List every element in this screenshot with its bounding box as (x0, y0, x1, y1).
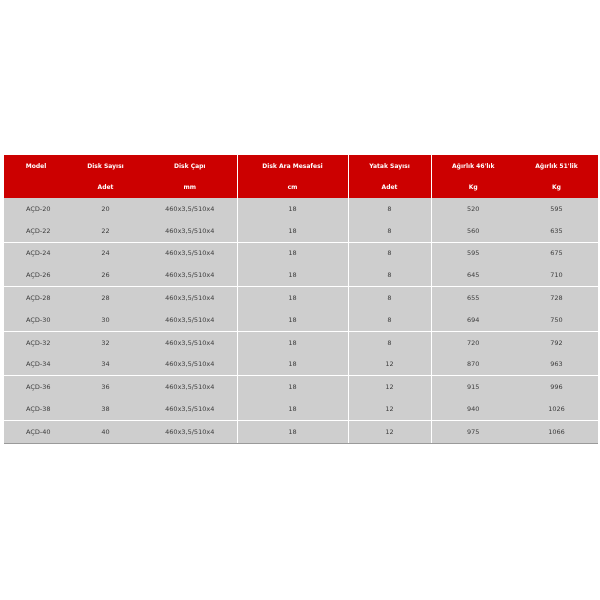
cell-disk-sayisi: 26 (68, 264, 143, 286)
table-row (4, 376, 598, 398)
cell-disk-sayisi: 20 (68, 198, 143, 220)
cell-yatak-sayisi: 8 (348, 264, 431, 286)
table-body (4, 198, 598, 443)
cell-disk-capi: 460x3,5/510x4 (143, 309, 237, 331)
cell-yatak-sayisi: 12 (348, 376, 431, 398)
cell-agirlik-46: 694 (431, 309, 515, 331)
cell-model: AÇD-36 (4, 376, 68, 398)
cell-agirlik-51: 792 (515, 331, 598, 353)
cell-yatak-sayisi: 8 (348, 220, 431, 242)
cell-disk-ara-mesafesi: 18 (237, 198, 348, 220)
cell-agirlik-46: 520 (431, 198, 515, 220)
cell-yatak-sayisi: 8 (348, 242, 431, 264)
cell-model: AÇD-32 (4, 331, 68, 353)
cell-yatak-sayisi: 12 (348, 420, 431, 443)
cell-agirlik-46: 975 (431, 420, 515, 443)
header-model: Model (4, 155, 68, 177)
header-disk-capi: Disk Çapı (143, 155, 237, 177)
cell-disk-ara-mesafesi: 18 (237, 309, 348, 331)
cell-disk-sayisi: 38 (68, 398, 143, 420)
cell-disk-sayisi: 34 (68, 354, 143, 376)
cell-model: AÇD-28 (4, 287, 68, 309)
cell-disk-ara-mesafesi: 18 (237, 220, 348, 242)
table-row (4, 420, 598, 443)
cell-disk-ara-mesafesi: 18 (237, 376, 348, 398)
cell-disk-ara-mesafesi: 18 (237, 354, 348, 376)
cell-disk-sayisi: 36 (68, 376, 143, 398)
cell-disk-capi: 460x3,5/510x4 (143, 220, 237, 242)
cell-agirlik-51: 710 (515, 264, 598, 286)
cell-disk-capi: 460x3,5/510x4 (143, 398, 237, 420)
cell-model: AÇD-24 (4, 242, 68, 264)
table-row (4, 242, 598, 264)
cell-disk-ara-mesafesi: 18 (237, 398, 348, 420)
cell-disk-sayisi: 30 (68, 309, 143, 331)
unit-disk-sayisi: Adet (68, 177, 143, 198)
header-disk-ara-mesafesi: Disk Ara Mesafesi (237, 155, 348, 177)
cell-model: AÇD-22 (4, 220, 68, 242)
table-row (4, 309, 598, 331)
header-agirlik-46: Ağırlık 46'lık (431, 155, 515, 177)
cell-disk-capi: 460x3,5/510x4 (143, 198, 237, 220)
cell-model: AÇD-20 (4, 198, 68, 220)
unit-model (4, 177, 68, 198)
cell-disk-ara-mesafesi: 18 (237, 264, 348, 286)
header-yatak-sayisi: Yatak Sayısı (348, 155, 431, 177)
cell-agirlik-51: 1066 (515, 420, 598, 443)
table-row (4, 354, 598, 376)
cell-agirlik-46: 915 (431, 376, 515, 398)
cell-disk-ara-mesafesi: 18 (237, 420, 348, 443)
cell-disk-sayisi: 40 (68, 420, 143, 443)
cell-agirlik-51: 996 (515, 376, 598, 398)
cell-agirlik-51: 1026 (515, 398, 598, 420)
table-row (4, 398, 598, 420)
cell-agirlik-46: 560 (431, 220, 515, 242)
cell-disk-ara-mesafesi: 18 (237, 242, 348, 264)
cell-agirlik-51: 728 (515, 287, 598, 309)
cell-yatak-sayisi: 12 (348, 354, 431, 376)
cell-agirlik-51: 675 (515, 242, 598, 264)
cell-model: AÇD-40 (4, 420, 68, 443)
cell-disk-sayisi: 32 (68, 331, 143, 353)
cell-yatak-sayisi: 8 (348, 309, 431, 331)
unit-disk-ara-mesafesi: cm (237, 177, 348, 198)
cell-yatak-sayisi: 8 (348, 287, 431, 309)
cell-agirlik-51: 963 (515, 354, 598, 376)
cell-agirlik-51: 750 (515, 309, 598, 331)
cell-agirlik-46: 940 (431, 398, 515, 420)
cell-disk-ara-mesafesi: 18 (237, 331, 348, 353)
cell-agirlik-46: 595 (431, 242, 515, 264)
cell-yatak-sayisi: 8 (348, 331, 431, 353)
cell-model: AÇD-34 (4, 354, 68, 376)
header-row (4, 155, 598, 177)
table-row (4, 331, 598, 353)
unit-agirlik-46: Kg (431, 177, 515, 198)
table-row (4, 220, 598, 242)
unit-yatak-sayisi: Adet (348, 177, 431, 198)
cell-model: AÇD-30 (4, 309, 68, 331)
cell-disk-capi: 460x3,5/510x4 (143, 331, 237, 353)
table-row (4, 198, 598, 220)
cell-disk-sayisi: 24 (68, 242, 143, 264)
cell-disk-capi: 460x3,5/510x4 (143, 420, 237, 443)
table-row (4, 264, 598, 286)
cell-disk-capi: 460x3,5/510x4 (143, 287, 237, 309)
cell-agirlik-46: 720 (431, 331, 515, 353)
cell-agirlik-46: 870 (431, 354, 515, 376)
cell-agirlik-46: 655 (431, 287, 515, 309)
cell-agirlik-51: 635 (515, 220, 598, 242)
header-agirlik-51: Ağırlık 51'lik (515, 155, 598, 177)
spec-table-container (4, 155, 598, 444)
cell-agirlik-51: 595 (515, 198, 598, 220)
cell-disk-capi: 460x3,5/510x4 (143, 354, 237, 376)
cell-disk-capi: 460x3,5/510x4 (143, 242, 237, 264)
unit-agirlik-51: Kg (515, 177, 598, 198)
cell-disk-capi: 460x3,5/510x4 (143, 264, 237, 286)
cell-model: AÇD-38 (4, 398, 68, 420)
spec-table (4, 155, 598, 444)
cell-agirlik-46: 645 (431, 264, 515, 286)
unit-disk-capi: mm (143, 177, 237, 198)
cell-disk-ara-mesafesi: 18 (237, 287, 348, 309)
cell-disk-capi: 460x3,5/510x4 (143, 376, 237, 398)
cell-disk-sayisi: 28 (68, 287, 143, 309)
cell-yatak-sayisi: 8 (348, 198, 431, 220)
unit-row (4, 177, 598, 198)
cell-yatak-sayisi: 12 (348, 398, 431, 420)
cell-model: AÇD-26 (4, 264, 68, 286)
cell-disk-sayisi: 22 (68, 220, 143, 242)
header-disk-sayisi: Disk Sayısı (68, 155, 143, 177)
table-row (4, 287, 598, 309)
